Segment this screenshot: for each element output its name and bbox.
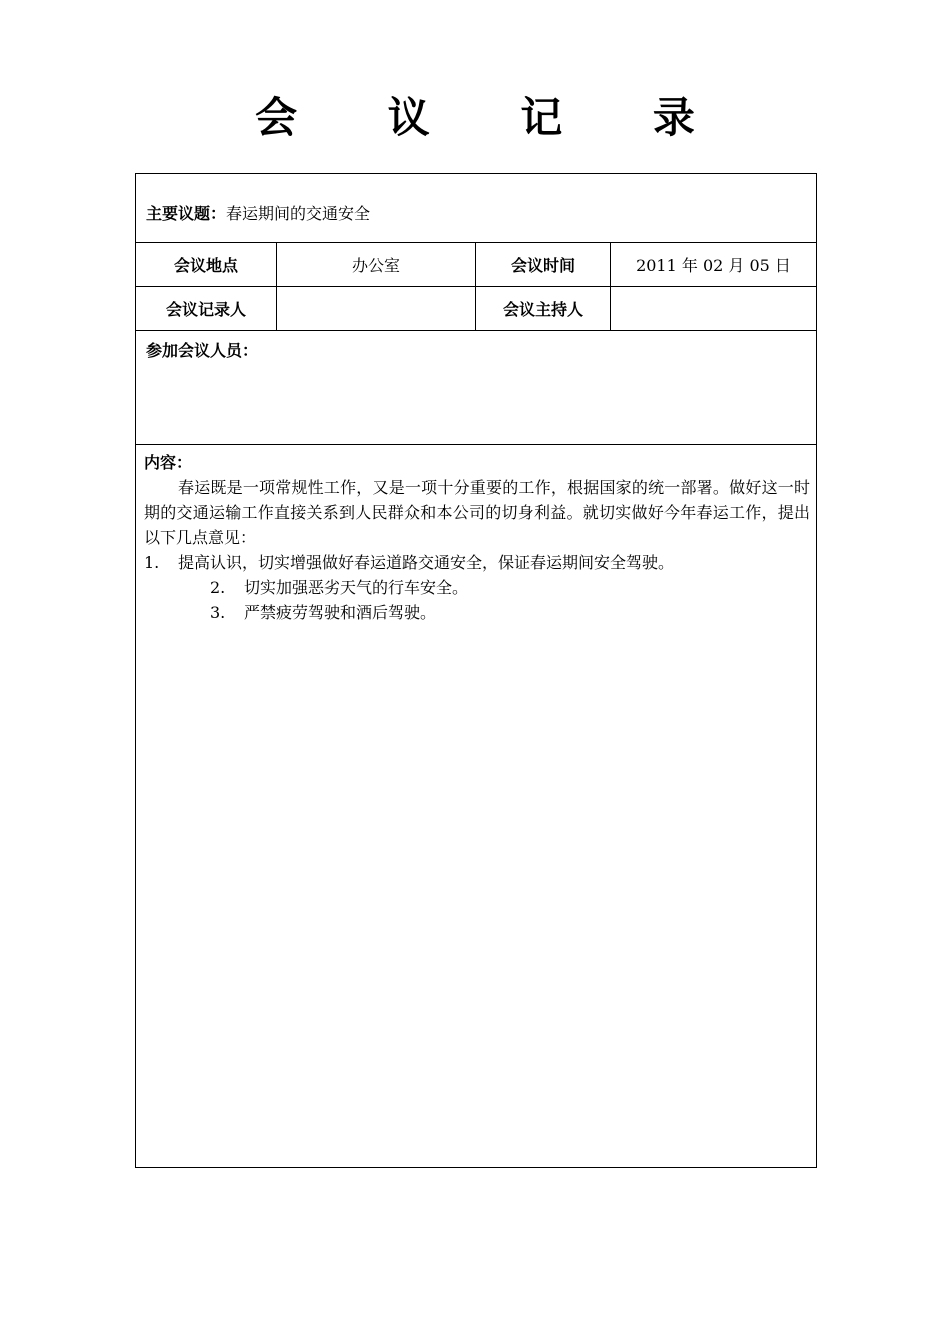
- content-paragraph: 春运既是一项常规性工作，又是一项十分重要的工作，根据国家的统一部署。做好这一时期的交通运输工作直接关系到人民群众和本公司的切身利益。就切实做好今年春运工作，提出以下几点意见：: [144, 478, 810, 547]
- list-item: [144, 575, 810, 600]
- content-label: 内容：: [144, 453, 193, 472]
- topic-label: 主要议题：: [146, 204, 227, 223]
- list-item-number: 1.: [144, 553, 160, 572]
- list-item-number: 3.: [210, 603, 226, 622]
- time-label: 会议时间: [510, 256, 575, 275]
- list-item-text: 提高认识，切实增强做好春运道路交通安全，保证春运期间安全驾驶。: [178, 553, 675, 572]
- topic-row: [146, 201, 370, 224]
- row-divider: [136, 330, 816, 331]
- host-value: [611, 287, 816, 330]
- list-item: [144, 600, 810, 625]
- list-item-number: 2.: [210, 578, 226, 597]
- meeting-record-form: [135, 173, 817, 1168]
- row-divider: [136, 444, 816, 445]
- recorder-label: 会议记录人: [165, 300, 246, 319]
- list-item: [144, 550, 810, 575]
- list-item-text: 严禁疲劳驾驶和酒后驾驶。: [244, 603, 437, 622]
- host-label: 会议主持人: [502, 300, 583, 319]
- location-value: 办公室: [351, 256, 400, 275]
- time-value: 2011 年 02 月 05 日: [636, 256, 791, 275]
- list-item-text: 切实加强恶劣天气的行车安全。: [244, 578, 469, 597]
- page-title: 会 议 记 录: [255, 93, 733, 142]
- location-label: 会议地点: [173, 256, 238, 275]
- attendees-label: 参加会议人员：: [146, 341, 259, 360]
- content-section: [144, 450, 810, 625]
- topic-value: 春运期间的交通安全: [226, 204, 371, 223]
- recorder-value: [277, 287, 475, 330]
